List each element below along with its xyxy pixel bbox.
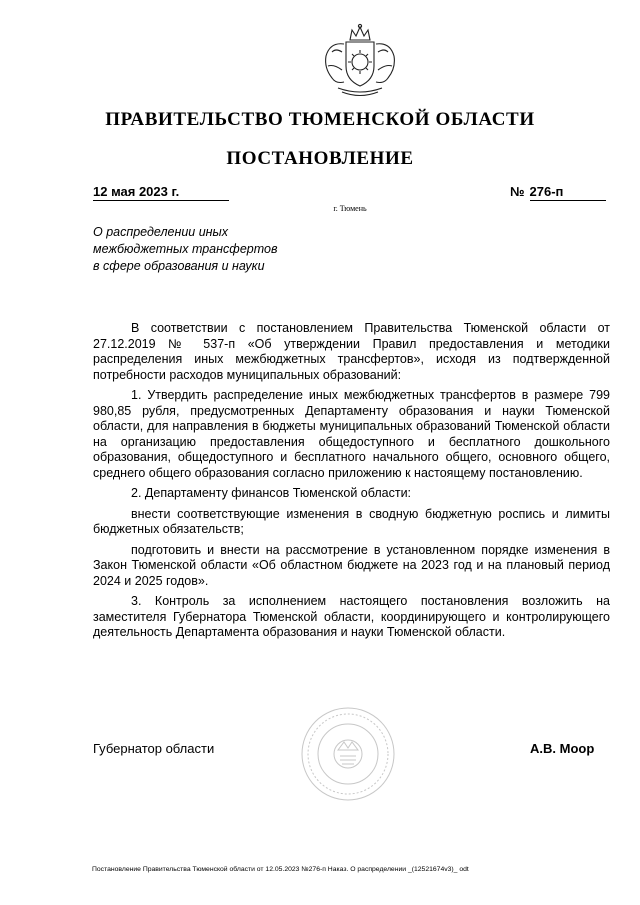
- document-subject: [93, 224, 353, 275]
- signer-name: А.В. Моор: [530, 741, 595, 756]
- coat-of-arms-emblem: [316, 22, 404, 100]
- document-number-value: 276-п: [530, 184, 606, 201]
- document-number: [510, 184, 606, 201]
- document-city: г. Тюмень: [333, 204, 367, 213]
- body-paragraph: 3. Контроль за исполнением настоящего постановления возложить на заместителя Губернатора Тюменской области, координирующего и контролирующего деятельность Департамента образования и науки Тюменской области.: [93, 594, 610, 639]
- body-paragraph: В соответствии с постановлением Правительства Тюменской области от 27.12.2019 № 537-п «Об утверждении Правил предоставления и методики распределения иных межбюджетных трансфертов», исходя из подтвержденной потребности расходов муниципальных образований:: [93, 321, 610, 382]
- document-body: [93, 321, 610, 646]
- document-date: 12 мая 2023 г.: [93, 184, 229, 201]
- body-paragraph: подготовить и внести на рассмотрение в установленном порядке изменения в Закон Тюменской области «Об областном бюджете на 2023 год и на плановый период 2024 и 2025 годов».: [93, 542, 610, 588]
- document-footer: Постановление Правительства Тюменской области от 12.05.2023 №276-п Наказ. О распределении _(12521674v3)_ odt: [92, 866, 469, 873]
- body-paragraph: 2. Департаменту финансов Тюменской области:: [131, 486, 412, 500]
- organization-title: ПРАВИТЕЛЬСТВО ТЮМЕНСКОЙ ОБЛАСТИ: [105, 109, 535, 130]
- official-seal-stamp: [300, 706, 396, 802]
- subject-line: межбюджетных трансфертов: [93, 242, 278, 256]
- subject-line: О распределении иных: [93, 225, 228, 239]
- signer-position: Губернатор области: [93, 741, 215, 756]
- number-sign: №: [510, 184, 525, 199]
- document-type-title: ПОСТАНОВЛЕНИЕ: [226, 148, 414, 169]
- subject-line: в сфере образования и науки: [93, 259, 265, 273]
- body-paragraph: 1. Утвердить распределение иных межбюджетных трансфертов в размере 799 980,85 рубля, предусмотренных Департаменту образования и науки Тюменской области, для направления в бюджеты муниципальных образований Тюменской области на организацию предоставления общедоступного и бесплатного дошкольного образования, общедоступного и бесплатного начального общего, основного общего, среднего общего образования согласно приложению к настоящему постановлению.: [93, 388, 610, 480]
- body-paragraph: внести соответствующие изменения в сводную бюджетную роспись и лимиты бюджетных обязательств;: [93, 506, 610, 536]
